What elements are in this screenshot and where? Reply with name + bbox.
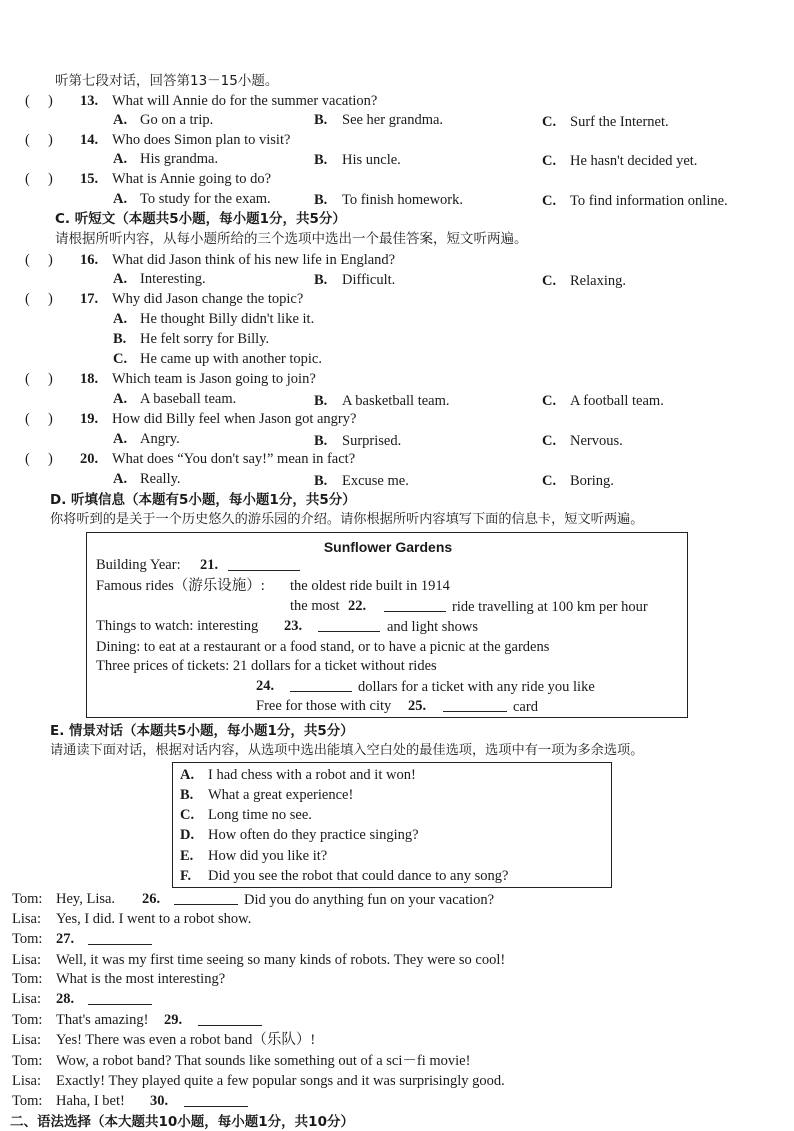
card-dining: Dining: to eat at a restaurant or a food stand, or to have a picnic at the gardens [96, 639, 550, 655]
dialogue-text: Wow, a robot band? That sounds like something out of a sci－fi movie! [56, 1053, 471, 1069]
blank-number-27: 27. [56, 931, 75, 947]
question-text: What is Annie going to do? [112, 171, 272, 187]
question-number: 14. [80, 132, 99, 148]
speaker: Lisa: [12, 911, 41, 927]
speaker: Lisa: [12, 1073, 41, 1089]
card-prices-line1: Three prices of tickets: 21 dollars for a ticket without rides [96, 658, 437, 674]
question-number: 16. [80, 252, 99, 268]
blank-number-29: 29. [164, 1012, 183, 1028]
speaker: Tom: [12, 1093, 43, 1109]
option-letter: B. [314, 192, 328, 208]
option-letter: C. [542, 273, 557, 289]
question-text: What does “You don't say!” mean in fact? [112, 451, 356, 467]
option-letter: F. [180, 868, 192, 884]
option-text: Interesting. [140, 271, 206, 287]
card-watch-b: and light shows [387, 619, 479, 635]
speaker: Tom: [12, 971, 43, 987]
option-text: I had chess with a robot and it won! [208, 767, 416, 783]
speaker: Lisa: [12, 952, 41, 968]
option-letter: C. [542, 473, 557, 489]
answer-bracket[interactable]: ( ) [25, 252, 53, 268]
option-letter: E. [180, 848, 194, 864]
blank-27[interactable] [88, 930, 152, 945]
option-text: Relaxing. [570, 273, 626, 289]
speaker: Tom: [12, 1053, 43, 1069]
card-rides-line1: the oldest ride built in 1914 [290, 578, 450, 594]
card-rides-line2-a: the most [290, 598, 340, 614]
dialogue-text: Haha, I bet! [56, 1093, 125, 1109]
option-text: What a great experience! [208, 787, 354, 803]
option-text: He thought Billy didn't like it. [140, 311, 315, 327]
question-text: Why did Jason change the topic? [112, 291, 304, 307]
speaker: Tom: [12, 891, 43, 907]
option-letter: B. [314, 393, 328, 409]
blank-number-23: 23. [284, 618, 303, 634]
answer-bracket[interactable]: ( ) [25, 411, 53, 427]
dialogue-text: What is the most interesting? [56, 971, 226, 987]
blank-28[interactable] [88, 990, 152, 1005]
option-letter: B. [113, 331, 127, 347]
section-e-title: E. 情景对话（本题共5小题，每小题1分，共5分） [50, 723, 354, 739]
answer-bracket[interactable]: ( ) [25, 451, 53, 467]
option-letter: C. [542, 153, 557, 169]
card-prices-line2: dollars for a ticket with any ride you like [358, 679, 595, 695]
option-letter: B. [314, 473, 328, 489]
option-letter: A. [113, 271, 128, 287]
question-number: 19. [80, 411, 99, 427]
section-d-instructions: 你将听到的是关于一个历史悠久的游乐园的介绍。请你根据所听内容填写下面的信息卡，短文听两遍。 [50, 512, 644, 527]
option-text: Did you see the robot that could dance to any song? [208, 868, 509, 884]
answer-bracket[interactable]: ( ) [25, 171, 53, 187]
dialogue-text: Exactly! They played quite a few popular songs and it was surprisingly good. [56, 1073, 505, 1089]
speaker: Tom: [12, 1012, 43, 1028]
dialogue-text: Did you do anything fun on your vacation? [244, 892, 495, 908]
blank-25[interactable] [443, 697, 507, 712]
option-text: Really. [140, 471, 181, 487]
option-text: His uncle. [342, 152, 401, 168]
option-letter: C. [542, 393, 557, 409]
blank-number-24: 24. [256, 678, 275, 694]
option-letter: B. [314, 433, 328, 449]
option-letter: C. [113, 351, 128, 367]
option-text: See her grandma. [342, 112, 444, 128]
speaker: Lisa: [12, 1032, 41, 1048]
option-text: Boring. [570, 473, 614, 489]
blank-number-26: 26. [142, 891, 161, 907]
option-text: A football team. [570, 393, 664, 409]
option-text: A basketball team. [342, 393, 450, 409]
question-number: 13. [80, 93, 99, 109]
blank-26[interactable] [174, 890, 238, 905]
question-number: 15. [80, 171, 99, 187]
card-prices-line3-b: card [513, 699, 538, 715]
answer-bracket[interactable]: ( ) [25, 132, 53, 148]
option-text: He hasn't decided yet. [570, 153, 698, 169]
blank-30[interactable] [184, 1092, 248, 1107]
card-prices-line3-a: Free for those with city [256, 698, 392, 714]
option-letter: B. [180, 787, 194, 803]
option-letter: A. [180, 767, 195, 783]
dialogue-text: Hey, Lisa. [56, 891, 116, 907]
option-letter: C. [542, 114, 557, 130]
dialogue-text: That's amazing! [56, 1012, 149, 1028]
option-letter: B. [314, 152, 328, 168]
answer-bracket[interactable]: ( ) [25, 93, 53, 109]
question-number: 20. [80, 451, 99, 467]
option-letter: A. [113, 151, 128, 167]
option-text: Surprised. [342, 433, 402, 449]
blank-24[interactable] [290, 677, 352, 692]
option-letter: C. [180, 807, 195, 823]
question-text: Which team is Jason going to join? [112, 371, 316, 387]
answer-bracket[interactable]: ( ) [25, 371, 53, 387]
option-letter: A. [113, 191, 128, 207]
dialogue-text: Yes! There was even a robot band（乐队）! [56, 1032, 316, 1048]
speaker: Tom: [12, 931, 43, 947]
option-text: Angry. [140, 431, 180, 447]
question-text: What will Annie do for the summer vacation? [112, 93, 378, 109]
option-text: To find information online. [570, 193, 728, 209]
option-letter: A. [113, 431, 128, 447]
dialogue-text: Yes, I did. I went to a robot show. [56, 911, 252, 927]
blank-number-21: 21. [200, 557, 219, 573]
option-text: To study for the exam. [140, 191, 271, 207]
option-text: Nervous. [570, 433, 623, 449]
card-rides-line2-b: ride travelling at 100 km per hour [452, 599, 648, 615]
card-building-label: Building Year: [96, 557, 181, 573]
option-text: Excuse me. [342, 473, 409, 489]
blank-22[interactable] [384, 597, 446, 612]
option-letter: A. [113, 391, 128, 407]
option-text: Surf the Internet. [570, 114, 669, 130]
option-text: To finish homework. [342, 192, 464, 208]
blank-21[interactable] [228, 556, 300, 571]
section-intro: 听第七段对话，回答第13－15小题。 [55, 73, 279, 89]
option-text: He felt sorry for Billy. [140, 331, 270, 347]
answer-bracket[interactable]: ( ) [25, 291, 53, 307]
option-letter: D. [180, 827, 195, 843]
option-letter: B. [314, 112, 328, 128]
option-text: He came up with another topic. [140, 351, 322, 367]
question-text: How did Billy feel when Jason got angry? [112, 411, 357, 427]
question-text: Who does Simon plan to visit? [112, 132, 291, 148]
next-section-title: 二、语法选择（本大题共10小题，每小题1分，共10分） [10, 1114, 354, 1130]
option-letter: A. [113, 112, 128, 128]
blank-number-25: 25. [408, 698, 427, 714]
option-letter: C. [542, 193, 557, 209]
speaker: Lisa: [12, 991, 41, 1007]
dialogue-text: Well, it was my first time seeing so many kinds of robots. They were so cool! [56, 952, 506, 968]
blank-number-22: 22. [348, 598, 367, 614]
option-text: His grandma. [140, 151, 219, 167]
option-text: How did you like it? [208, 848, 328, 864]
option-text: Go on a trip. [140, 112, 214, 128]
question-number: 17. [80, 291, 99, 307]
card-watch-a: Things to watch: interesting [96, 618, 259, 634]
blank-number-28: 28. [56, 991, 75, 1007]
section-c-title: C. 听短文（本题共5小题，每小题1分，共5分） [55, 211, 346, 227]
option-text: Long time no see. [208, 807, 312, 823]
option-text: How often do they practice singing? [208, 827, 419, 843]
question-number: 18. [80, 371, 99, 387]
blank-number-30: 30. [150, 1093, 169, 1109]
option-text: Difficult. [342, 272, 396, 288]
blank-23[interactable] [318, 617, 380, 632]
question-text: What did Jason think of his new life in England? [112, 252, 396, 268]
card-rides-label: Famous rides（游乐设施）: [96, 578, 265, 594]
option-letter: A. [113, 471, 128, 487]
section-d-title: D. 听填信息（本题有5小题，每小题1分，共5分） [50, 492, 356, 508]
option-letter: A. [113, 311, 128, 327]
card-title: Sunflower Gardens [323, 539, 453, 555]
section-c-instructions: 请根据所听内容，从每小题所给的三个选项中选出一个最佳答案，短文听两遍。 [55, 231, 528, 247]
blank-29[interactable] [198, 1011, 262, 1026]
option-letter: C. [542, 433, 557, 449]
section-e-instructions: 请通读下面对话，根据对话内容，从选项中选出能填入空白处的最佳选项，选项中有一项为多余选项。 [50, 743, 644, 758]
option-text: A baseball team. [140, 391, 237, 407]
option-letter: B. [314, 272, 328, 288]
